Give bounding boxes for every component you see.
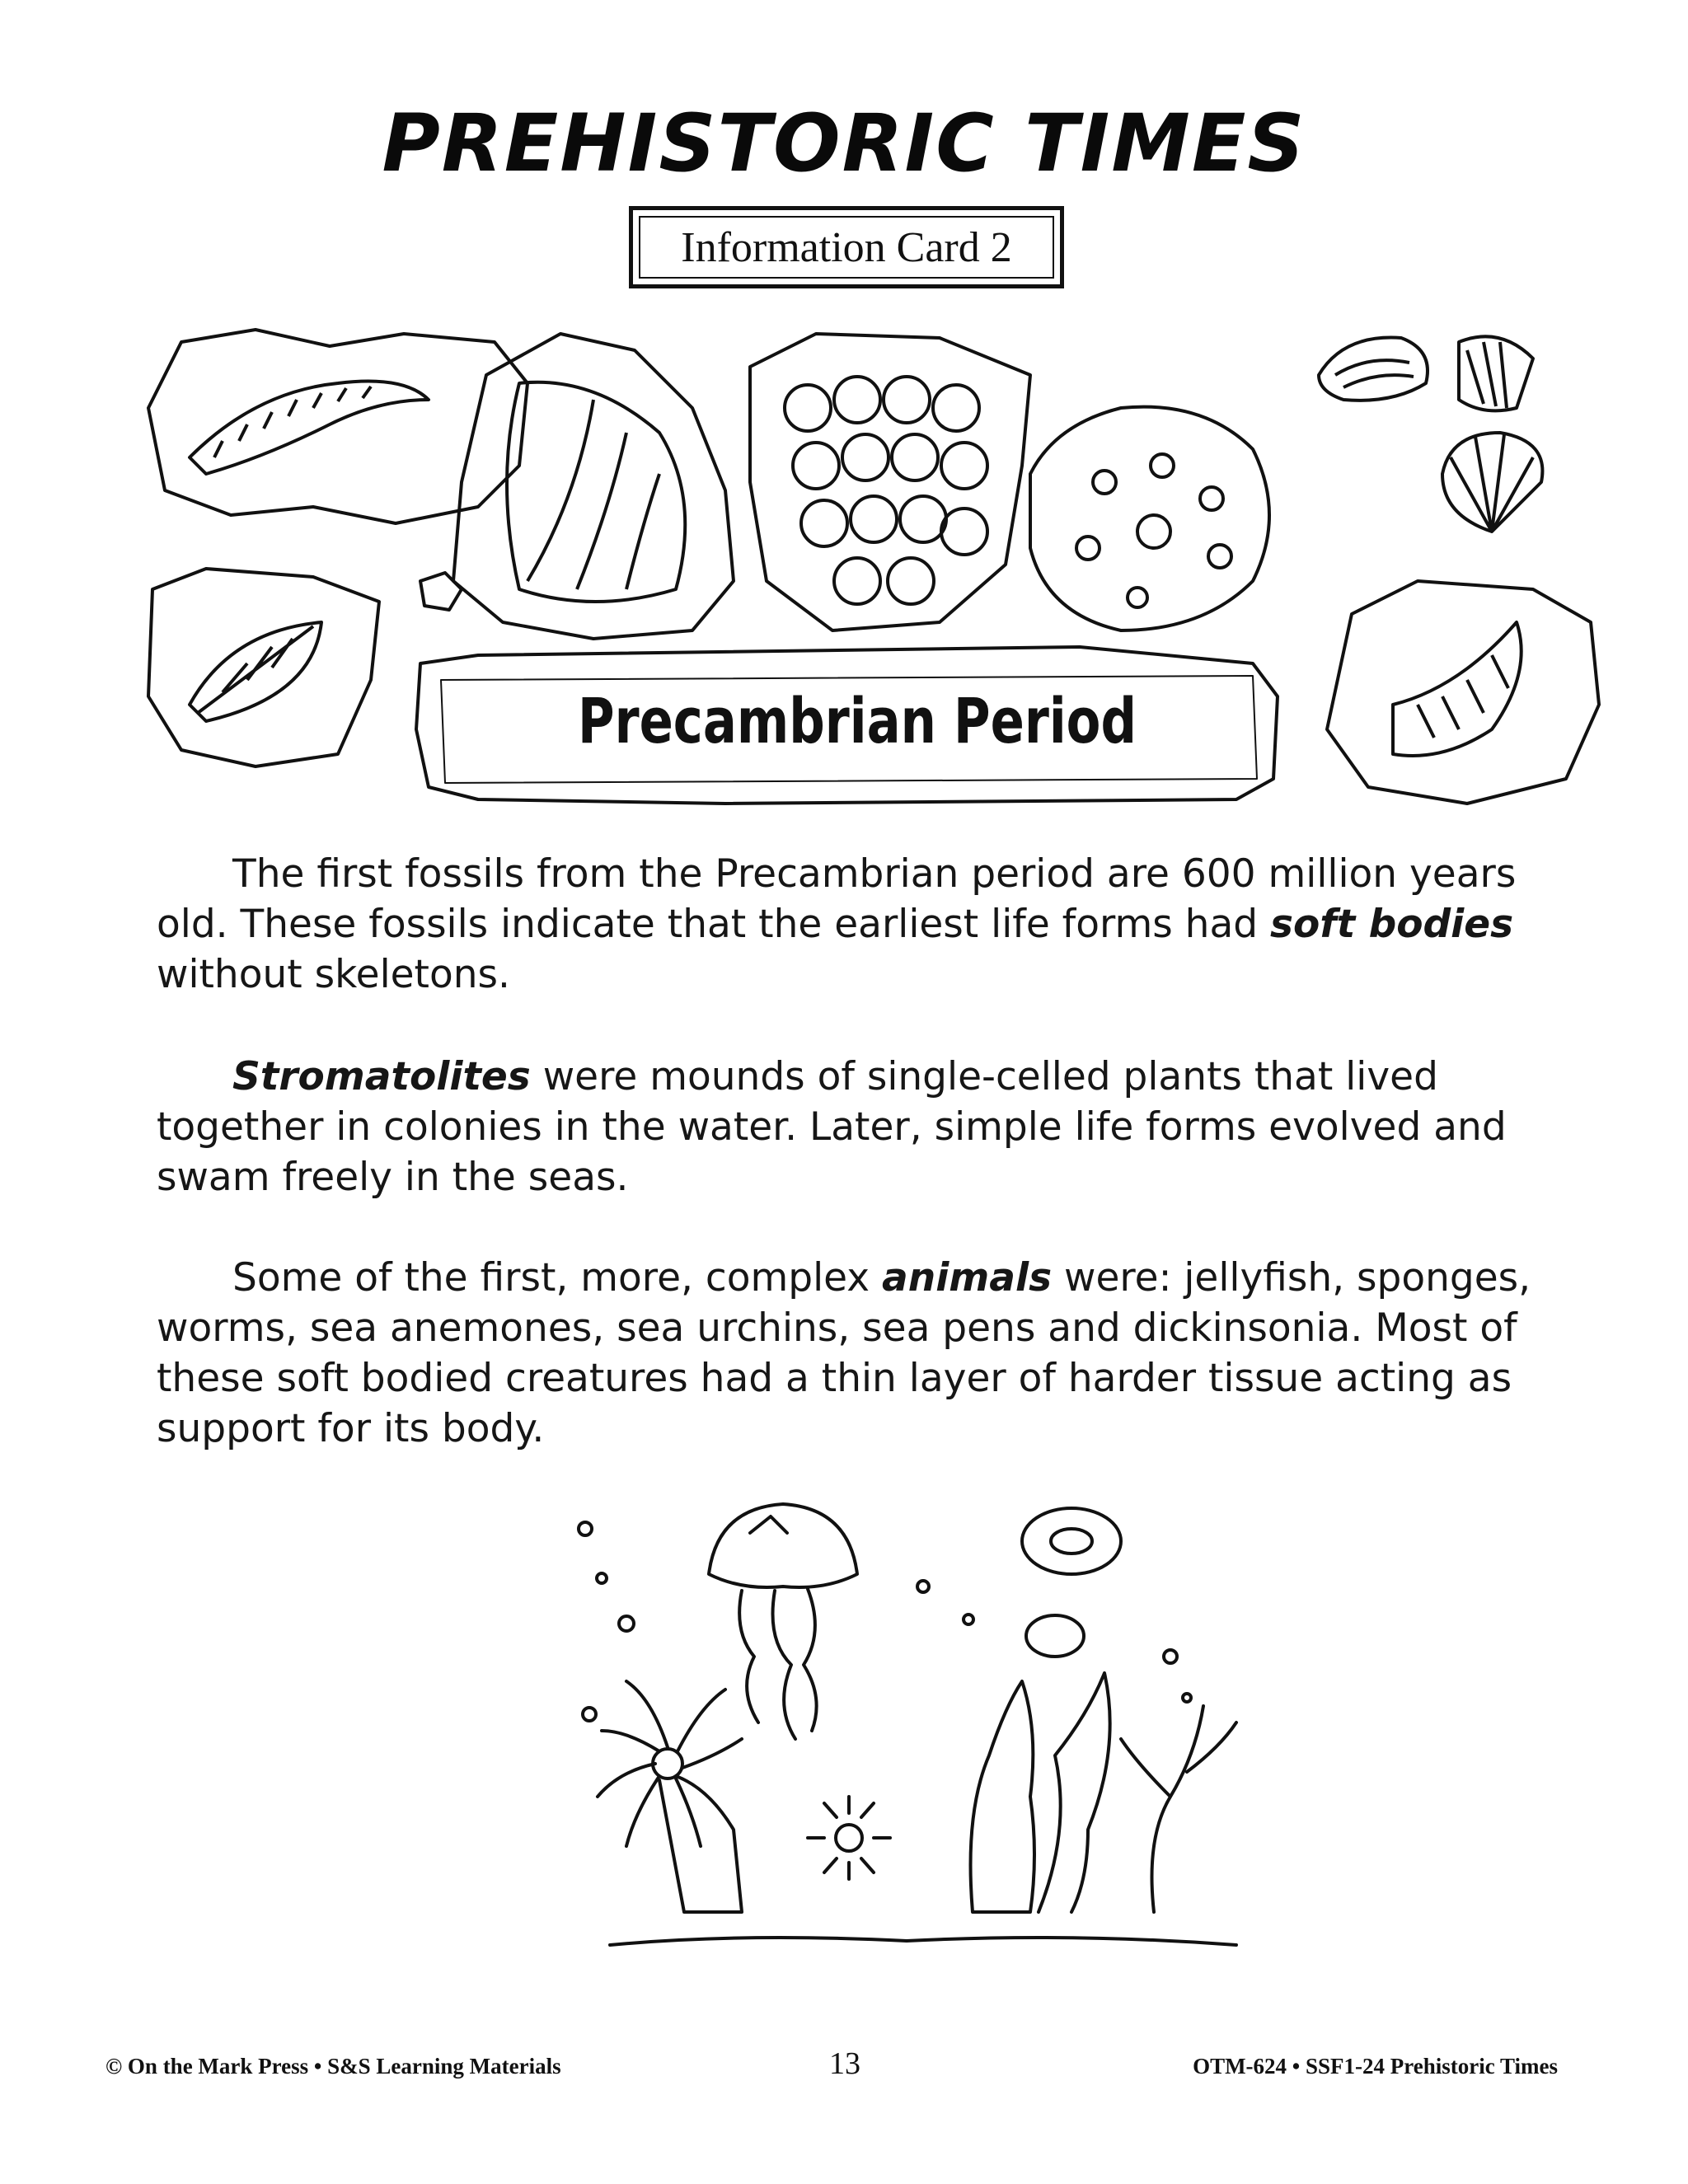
footer-product-code: OTM-624 • SSF1-24 Prehistoric Times	[1193, 2054, 1558, 2079]
seafloor-line	[610, 1938, 1236, 1945]
jellyfish-icon	[709, 1504, 857, 1739]
shell-icon	[1442, 433, 1542, 532]
paragraph-3	[157, 1253, 1550, 1454]
period-banner-title: Precambrian Period	[578, 684, 1137, 757]
paragraph-3-emphasis: animals	[882, 1255, 1053, 1301]
pebble-icon	[420, 573, 462, 610]
bubble-icon	[579, 1522, 1191, 1721]
info-card-label-box	[629, 206, 1064, 288]
fossil-rock-icon	[148, 569, 379, 766]
disc-creature-icon	[1022, 1508, 1121, 1657]
footer-publisher: © On the Mark Press • S&S Learning Materials	[106, 2054, 561, 2079]
paragraph-1-text-b: without skeletons.	[157, 952, 510, 997]
paragraph-3-text-b: were: jellyfish, sponges, worms, sea anemones, sea urchins, sea pens and dickinsonia. Most of these soft bodied creatures had a thin layer of harder tissue acting as support for its body.	[157, 1255, 1531, 1451]
paragraph-1-text-a: The first fossils from the Precambrian period are 600 million years old. These fossils indicate that the earliest life forms had	[157, 851, 1517, 947]
trilobite-fossil-icon	[1327, 581, 1599, 804]
paragraph-3-text-a: Some of the first, more, complex	[232, 1255, 883, 1301]
info-card-label: Information Card 2	[681, 223, 1012, 271]
sea-pen-icon	[1121, 1706, 1236, 1912]
sponge-icon	[971, 1673, 1110, 1912]
sea-urchin-icon	[808, 1797, 890, 1879]
paragraph-1-emphasis: soft bodies	[1270, 902, 1514, 947]
shell-icon	[1459, 336, 1533, 410]
paragraph-1	[157, 849, 1550, 1000]
fossil-rock-icon	[453, 334, 734, 639]
coral-fossil-icon	[750, 334, 1030, 630]
fossil-rock-icon	[148, 330, 528, 523]
paragraph-2-emphasis: Stromatolites	[232, 1054, 531, 1099]
shell-icon	[1319, 338, 1428, 401]
page-title: PREHISTORIC TIMES	[382, 97, 1306, 190]
page-number: 13	[829, 2046, 860, 2081]
sea-life-illustration	[577, 1483, 1286, 1978]
paragraph-2-text: were mounds of single-celled plants that lived together in colonies in the water. Later, simple life forms evolved and swam freely in the seas.	[157, 1054, 1507, 1200]
sea-urchin-fossil-icon	[1030, 407, 1269, 630]
sea-anemone-icon	[598, 1681, 742, 1912]
paragraph-2	[157, 1052, 1550, 1202]
